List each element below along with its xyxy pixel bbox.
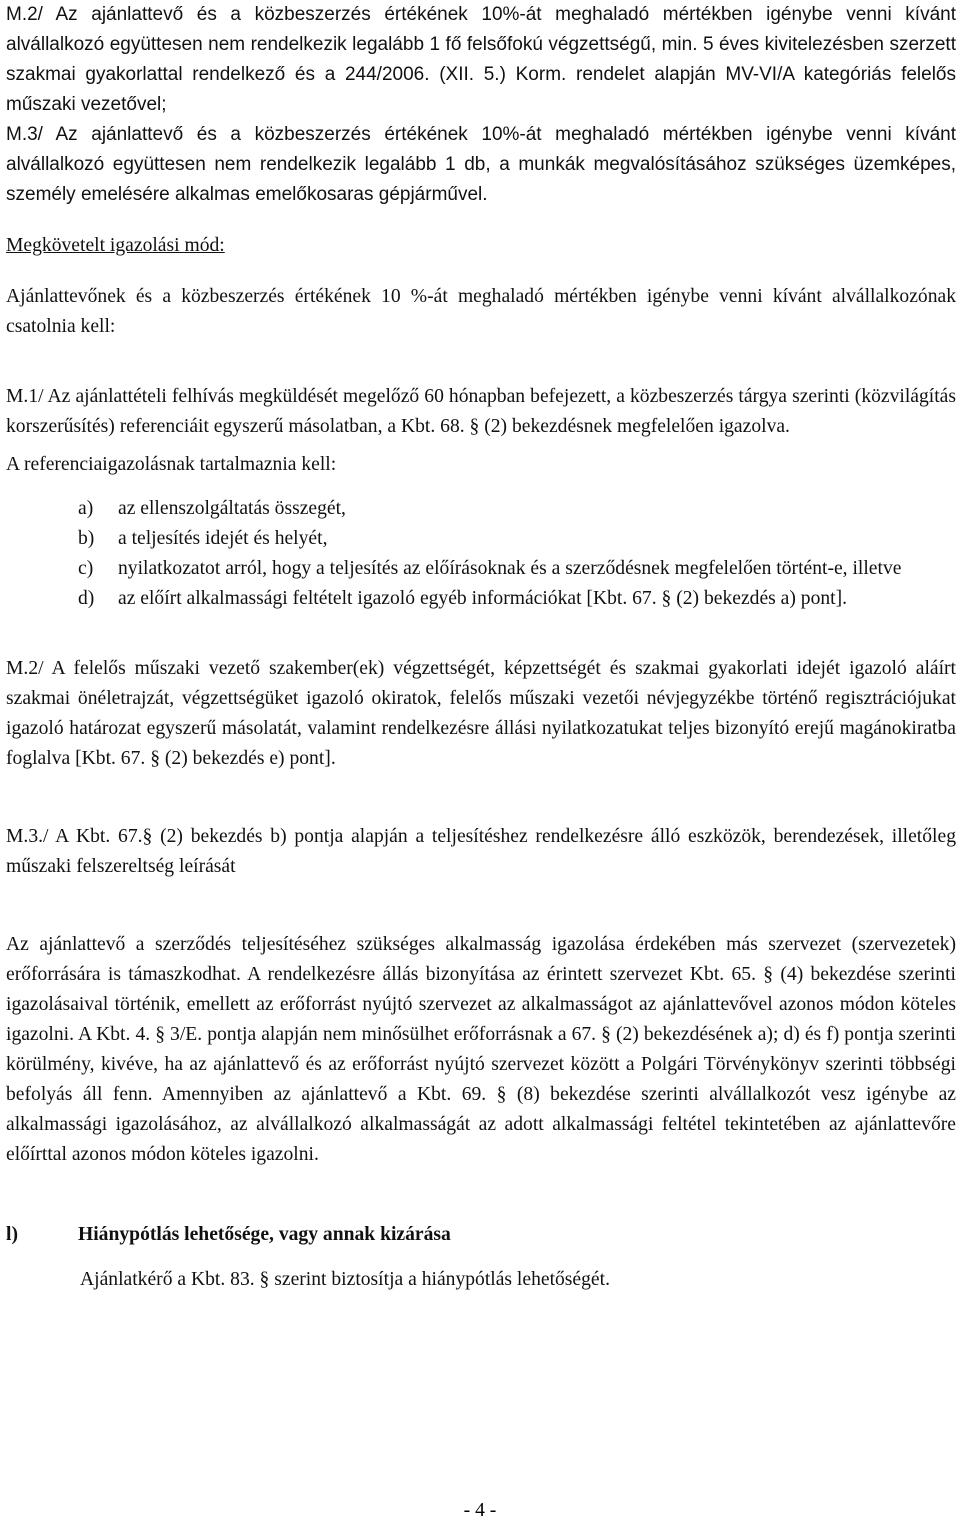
list-item-text: a teljesítés idejét és helyét, <box>118 528 328 549</box>
proof-intro: Ajánlattevőnek és a közbeszerzés értékének 10 %-át meghaladó mértékben igénybe venni kívánt alvállalkozónak csatolnia kell: <box>6 286 956 337</box>
list-item <box>6 554 956 584</box>
list-item <box>6 584 956 614</box>
requirement-m3: M.3/ Az ajánlattevő és a közbeszerzés értékének 10%-át meghaladó mértékben igénybe venni kívánt alvállalkozó együttesen nem rendelkezik legalább 1 db, a munkák megvalósításához szükséges üzemképes, személy emelésére alkalmas emelőkosaras gépjárművel. <box>6 124 956 205</box>
reference-list <box>6 494 956 614</box>
proof-heading: Megkövetelt igazolási mód: <box>6 235 225 256</box>
reference-intro: A referenciaigazolásnak tartalmaznia kell: <box>6 454 337 475</box>
capacity-paragraph: Az ajánlattevő a szerződés teljesítéséhez szükséges alkalmasság igazolása érdekében más szervezet (szervezetek) erőforrására is támaszkodhat. A rendelkezésre állás bizonyítása az érintett szervezet Kbt. 65. § (4) bekezdése szerinti igazolásaival történik, emellett az erőforrást nyújtó szervezet az alkalmasságot az ajánlattevővel azonos módon köteles igazolni. A Kbt. 4. § 3/E. pontja alapján nem minősülhet erőforrásnak a 67. § (2) bekezdésének a); d) és f) pontja szerinti körülmény, kivéve, ha az ajánlattevő és az erőforrást nyújtó szervezet között a Polgári Törvénykönyv szerinti többségi befolyás áll fenn. Amennyiben az ajánlattevő a Kbt. 69. § (8) bekezdése szerinti alvállalkozót vesz igénybe az alkalmassági igazolásához, az alvállalkozó alkalmasságát az adott alkalmassági feltétel tekintetében az ajánlattevőre előírttal azonos módon köteles igazolni. <box>6 934 956 1165</box>
list-marker: c) <box>78 558 94 579</box>
list-marker: a) <box>78 498 94 519</box>
proof-m1: M.1/ Az ajánlattételi felhívás megküldését megelőző 60 hónapban befejezett, a közbeszerzés tárgya szerinti (közvilágítás korszerűsítés) referenciáit egyszerű másolatban, a Kbt. 68. § (2) bekezdésnek megfelelően igazolva. <box>6 386 956 437</box>
list-item-text: az előírt alkalmassági feltételt igazoló egyéb információkat [Kbt. 67. § (2) bekezdés a) pont]. <box>118 588 848 609</box>
proof-m2: M.2/ A felelős műszaki vezető szakember(ek) végzettségét, képzettségét és szakmai gyakorlati idejét igazoló aláírt szakmai önéletrajzát, végzettségüket igazoló okiratok, felelős műszaki vezetői névjegyzékbe történő regisztrációjukat igazoló határozat egyszerű másolatát, valamint rendelkezésre állási nyilatkozatukat teljes bizonyító erejű magánokiratba foglalva [Kbt. 67. § (2) bekezdés e) pont]. <box>6 658 956 769</box>
list-marker: d) <box>78 588 95 609</box>
list-item-text: nyilatkozatot arról, hogy a teljesítés az előírásoknak és a szerződésnek megfelelően történt-e, illetve <box>118 558 902 579</box>
section-title: Hiánypótlás lehetősége, vagy annak kizárása <box>78 1224 451 1245</box>
section-l-body: Ajánlatkérő a Kbt. 83. § szerint biztosítja a hiánypótlás lehetőségét. <box>80 1269 610 1290</box>
list-item-text: az ellenszolgáltatás összegét, <box>118 498 346 519</box>
list-item <box>6 524 956 554</box>
proof-m3: M.3./ A Kbt. 67.§ (2) bekezdés b) pontja alapján a teljesítéshez rendelkezésre álló eszközök, berendezések, illetőleg műszaki felszereltség leírását <box>6 826 956 877</box>
list-marker: b) <box>78 528 95 549</box>
list-item <box>6 494 956 524</box>
section-letter: l) <box>6 1224 18 1245</box>
page-number: - 4 - <box>463 1500 497 1521</box>
requirement-m2: M.2/ Az ajánlattevő és a közbeszerzés értékének 10%-át meghaladó mértékben igénybe venni kívánt alvállalkozó együttesen nem rendelkezik legalább 1 fő felsőfokú végzettségű, min. 5 éves kivitelezésben szerzett szakmai gyakorlattal rendelkező és a 244/2006. (XII. 5.) Korm. rendelet alapján MV-VI/A kategóriás felelős műszaki vezetővel; <box>6 4 956 115</box>
section-l-heading <box>6 1220 956 1250</box>
